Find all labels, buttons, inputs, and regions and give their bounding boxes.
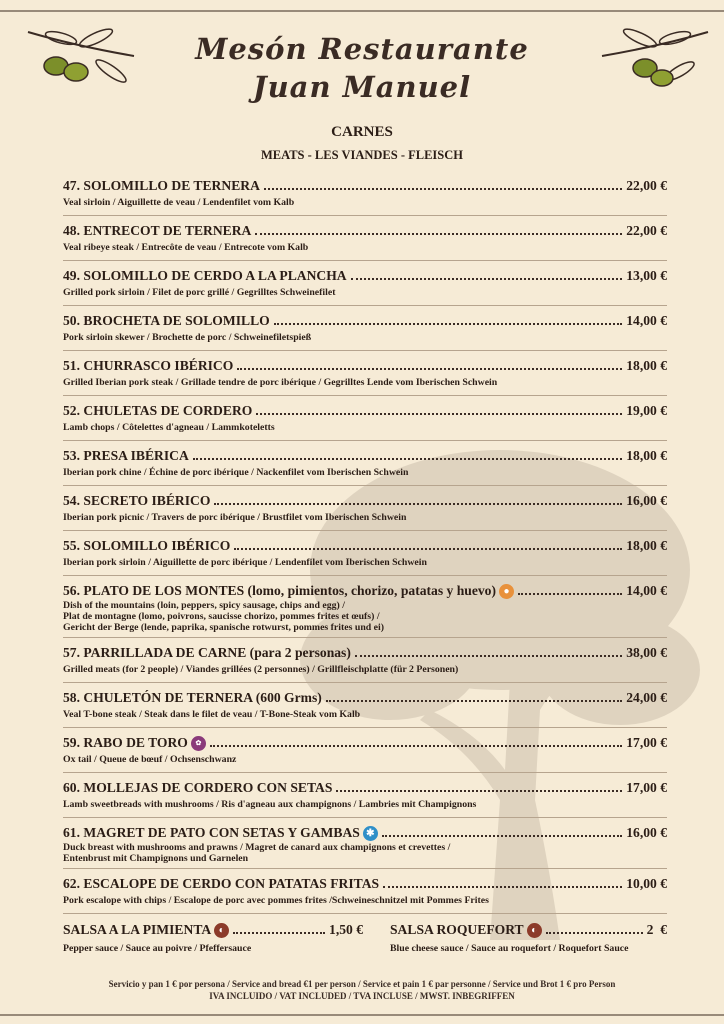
menu-item xyxy=(63,733,667,765)
sauce-item xyxy=(63,920,363,954)
divider xyxy=(63,305,667,306)
divider xyxy=(63,395,667,396)
item-price: 14,00 € xyxy=(626,313,667,328)
item-price: 16,00 € xyxy=(626,825,667,840)
item-description: Pork escalope with chips / Escalope de porc avec pommes frites /Schweineschnitzel mit Pommes Frites xyxy=(63,895,489,906)
item-name: 61. MAGRET DE PATO CON SETAS Y GAMBAS xyxy=(63,825,360,840)
menu-item xyxy=(63,311,667,343)
menu-item xyxy=(63,536,667,568)
item-price: 17,00 € xyxy=(626,735,667,750)
menu-item xyxy=(63,176,667,208)
divider xyxy=(63,772,667,773)
item-price: 22,00 € xyxy=(626,178,667,193)
item-description: Veal T-bone steak / Steak dans le filet de veau / T-Bone-Steak vom Kalb xyxy=(63,709,361,720)
item-name: 54. SECRETO IBÉRICO xyxy=(63,493,211,508)
item-description: Veal ribeye steak / Entrecôte de veau / Entrecote vom Kalb xyxy=(63,242,309,253)
divider xyxy=(63,727,667,728)
item-price: 17,00 € xyxy=(626,780,667,795)
divider xyxy=(63,260,667,261)
crustacean-allergen-icon: ✱ xyxy=(363,826,378,841)
menu-item xyxy=(63,581,667,633)
item-name: 60. MOLLEJAS DE CORDERO CON SETAS xyxy=(63,780,333,795)
item-description: Lamb chops / Côtelettes d'agneau / Lammkoteletts xyxy=(63,422,275,433)
item-price: 10,00 € xyxy=(626,876,667,891)
item-name: 48. ENTRECOT DE TERNERA xyxy=(63,223,252,238)
sauce-item xyxy=(390,920,667,954)
item-description: Iberian pork picnic / Travers de porc ibérique / Brustfilet vom Iberischen Schwein xyxy=(63,512,407,523)
footer-service-note: Servicio y pan 1 € por persona / Service and bread €1 per person / Service et pain 1 € par personne / Service und Brot 1 € pro Person xyxy=(108,979,616,989)
item-name: 47. SOLOMILLO DE TERNERA xyxy=(63,178,260,193)
item-price: 18,00 € xyxy=(626,448,667,463)
divider xyxy=(63,530,667,531)
item-description: Pork sirloin skewer / Brochette de porc / Schweinefiletspieß xyxy=(63,332,312,343)
menu-item xyxy=(63,446,667,478)
item-description: Grilled Iberian pork steak / Grillade tendre de porc ibérique / Gegrilltes Lende vom Iberischen Schwein xyxy=(63,377,498,388)
item-description: Ox tail / Queue de bœuf / Ochsenschwanz xyxy=(63,754,237,765)
divider xyxy=(63,215,667,216)
item-name: 55. SOLOMILLO IBÉRICO xyxy=(63,538,231,553)
menu-item xyxy=(63,823,667,864)
menu-item xyxy=(63,491,667,523)
egg-allergen-icon: ● xyxy=(499,584,514,599)
item-description: Iberian pork sirloin / Aiguillette de porc ibérique / Lendenfilet vom Iberischen Schwein xyxy=(63,557,427,568)
milk-allergen-icon: ◐ xyxy=(527,923,542,938)
menu-item xyxy=(63,266,667,298)
item-price: 38,00 € xyxy=(626,645,667,660)
item-name: 57. PARRILLADA DE CARNE (para 2 personas) xyxy=(63,645,351,660)
item-price: 18,00 € xyxy=(626,358,667,373)
item-price: 18,00 € xyxy=(626,538,667,553)
item-name: 59. RABO DE TORO xyxy=(63,735,188,750)
menu-item xyxy=(63,356,667,388)
item-description: Grilled meats (for 2 people) / Viandes grillées (2 personnes) / Grillfleischplatte (für 2 Personen) xyxy=(63,664,459,675)
divider xyxy=(63,485,667,486)
menu-item xyxy=(63,688,667,720)
item-name: 53. PRESA IBÉRICA xyxy=(63,448,189,463)
footer-vat-note: IVA INCLUIDO / VAT INCLUDED / TVA INCLUSE / MWST. INBEGRIFFEN xyxy=(209,991,515,1001)
item-description: Grilled pork sirloin / Filet de porc grillé / Gegrilltes Schweinefilet xyxy=(63,287,336,298)
sauce-name: SALSA ROQUEFORT xyxy=(390,922,524,937)
item-name: 50. BROCHETA DE SOLOMILLO xyxy=(63,313,270,328)
sauce-description: Blue cheese sauce / Sauce au roquefort / Roquefort Sauce xyxy=(390,943,629,954)
lupin-allergen-icon: ✿ xyxy=(191,736,206,751)
sauce-price: 1,50 € xyxy=(329,922,363,937)
item-name: 52. CHULETAS DE CORDERO xyxy=(63,403,253,418)
item-price: 16,00 € xyxy=(626,493,667,508)
menu-item xyxy=(63,221,667,253)
menu-item xyxy=(63,401,667,433)
section-subtitle: MEATS - LES VIANDES - FLEISCH xyxy=(260,148,463,162)
item-description: Iberian pork chine / Échine de porc ibérique / Nackenfilet vom Iberischen Schwein xyxy=(63,467,409,478)
item-price: 14,00 € xyxy=(626,583,667,598)
item-name: 62. ESCALOPE DE CERDO CON PATATAS FRITAS xyxy=(63,876,380,891)
item-price: 24,00 € xyxy=(626,690,667,705)
milk-allergen-icon: ◐ xyxy=(214,923,229,938)
item-description: Dish of the mountains (loin, peppers, spicy sausage, chips and egg) / Plat de montagne (lomo, poivrons, saucisse chorizo, pommes frites et œufs) / Gericht der Berge (lende, paprika, spanische rotwurst, pommes frites und ei) xyxy=(63,600,385,633)
divider xyxy=(63,350,667,351)
divider xyxy=(63,682,667,683)
item-name: 51. CHURRASCO IBÉRICO xyxy=(63,358,234,373)
divider xyxy=(63,575,667,576)
divider xyxy=(63,913,667,914)
section-title: CARNES xyxy=(331,124,393,140)
menu-item xyxy=(63,874,667,906)
divider xyxy=(63,868,667,869)
top-border xyxy=(0,10,724,12)
item-name: 58. CHULETÓN DE TERNERA (600 Grms) xyxy=(63,690,322,705)
item-price: 19,00 € xyxy=(626,403,667,418)
divider xyxy=(63,817,667,818)
restaurant-title-line1: Mesón Restaurante xyxy=(195,32,529,66)
item-description: Duck breast with mushrooms and prawns / Magret de canard aux champignons et crevettes / Entenbrust mit Champignons und Garnelen xyxy=(63,842,451,864)
divider xyxy=(63,637,667,638)
sauce-name: SALSA A LA PIMIENTA xyxy=(63,922,212,937)
item-price: 22,00 € xyxy=(626,223,667,238)
menu-item xyxy=(63,643,667,675)
restaurant-title-line2: Juan Manuel xyxy=(252,70,472,104)
item-name: 49. SOLOMILLO DE CERDO A LA PLANCHA xyxy=(63,268,347,283)
item-name: 56. PLATO DE LOS MONTES (lomo, pimientos, chorizo, patatas y huevo) xyxy=(63,583,497,598)
sauce-description: Pepper sauce / Sauce au poivre / Pfeffersauce xyxy=(63,943,252,954)
divider xyxy=(63,440,667,441)
menu-item xyxy=(63,778,667,810)
item-price: 13,00 € xyxy=(626,268,667,283)
sauce-price: 2 € xyxy=(646,922,667,937)
bottom-border xyxy=(0,1014,724,1016)
item-description: Lamb sweetbreads with mushrooms / Ris d'agneau aux champignons / Lambries mit Champignons xyxy=(63,799,477,810)
item-description: Veal sirloin / Aiguillette de veau / Lendenfilet vom Kalb xyxy=(63,197,295,208)
